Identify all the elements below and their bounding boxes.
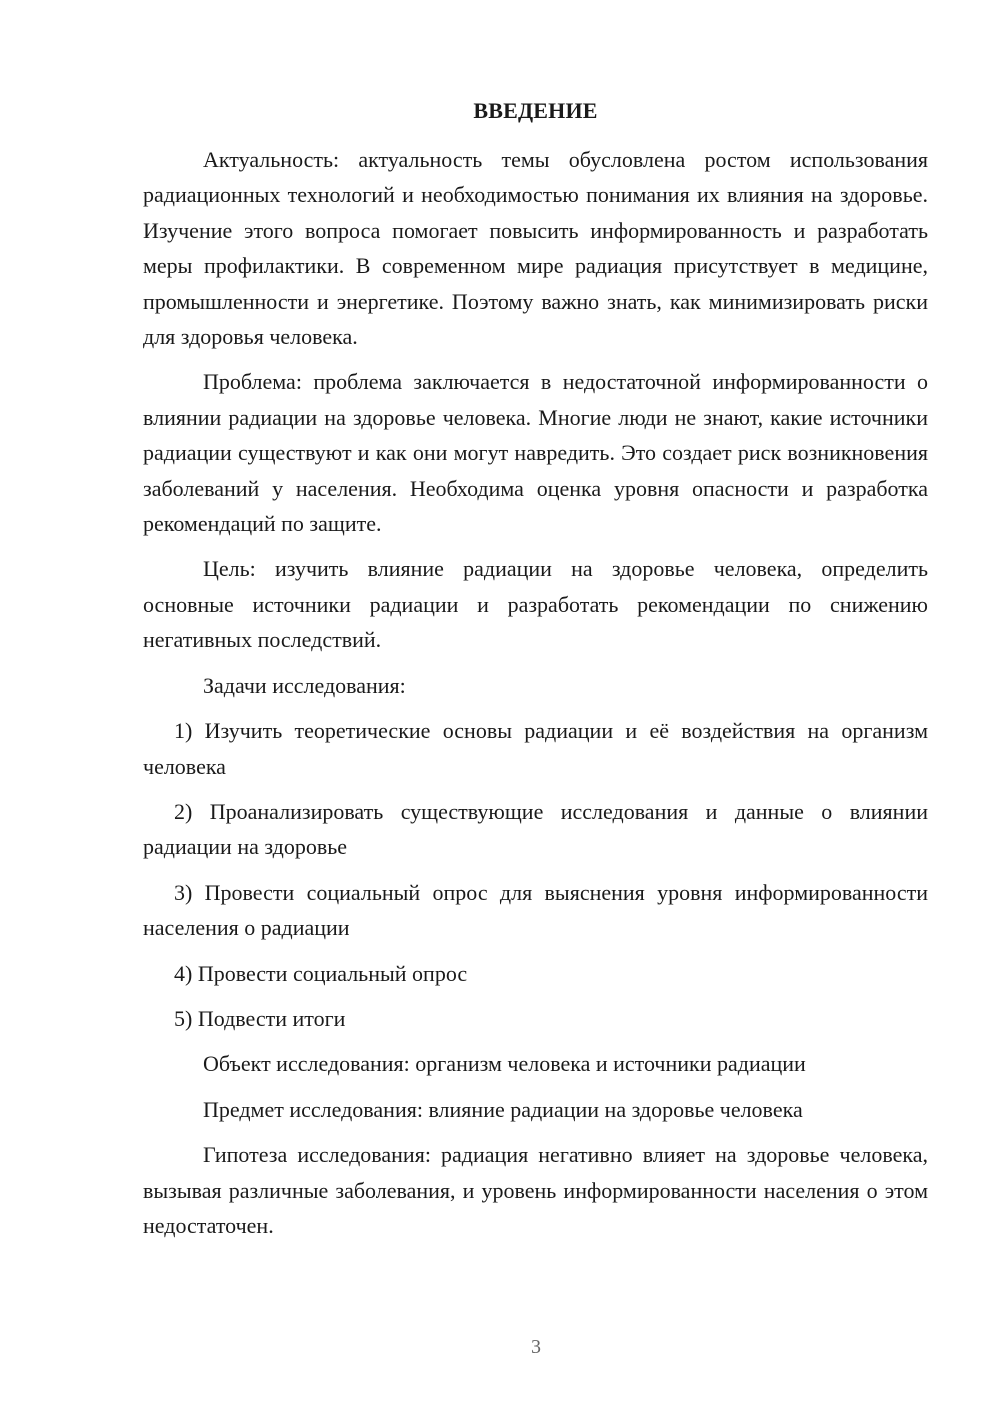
body-text <box>143 142 928 1253</box>
task-item-5: 5) Подвести итоги <box>174 1005 346 1031</box>
paragraph-subject: Предмет исследования: влияние радиации на здоровье человека <box>203 1096 803 1122</box>
page-number: 3 <box>531 1336 541 1358</box>
paragraph-goal: Цель: изучить влияние радиации на здоровье человека, определить основные источники радиации и разработать рекомендации по снижению негативных последствий. <box>143 556 928 653</box>
task-item-1: 1) Изучить теоретические основы радиации и её воздействия на организм человека <box>143 718 928 779</box>
paragraph-object: Объект исследования: организм человека и источники радиации <box>203 1051 806 1077</box>
paragraph-problem: Проблема: проблема заключается в недостаточной информированности о влиянии радиации на здоровье человека. Многие люди не знают, какие источники радиации существуют и как они могут навредить. Это создает риск возникновения заболеваний у населения. Необходима оценка уровня опасности и разработка рекомендаций по защите. <box>143 369 928 537</box>
tasks-heading: Задачи исследования: <box>203 672 406 698</box>
task-item-3: 3) Провести социальный опрос для выяснения уровня информированности населения о радиации <box>143 879 928 941</box>
task-item-2: 2) Проанализировать существующие исследования и данные о влиянии радиации на здоровье <box>143 798 928 860</box>
task-item-4: 4) Провести социальный опрос <box>174 960 468 986</box>
paragraph-relevance: Актуальность: актуальность темы обусловлена ростом использования радиационных технологий и необходимостью понимания их влияния на здоровье. Изучение этого вопроса помогает повысить информированность и разработать меры профилактики. В современном мире радиация присутствует в медицине, промышленности и энергетике. Поэтому важно знать, как минимизировать риски для здоровья человека. <box>143 147 928 350</box>
paragraph-hypothesis: Гипотеза исследования: радиация негативно влияет на здоровье человека, вызывая различные заболевания, и уровень информированности населения о этом недостаточен. <box>143 1142 928 1238</box>
page-title: ВВЕДЕНИЕ <box>473 98 598 123</box>
